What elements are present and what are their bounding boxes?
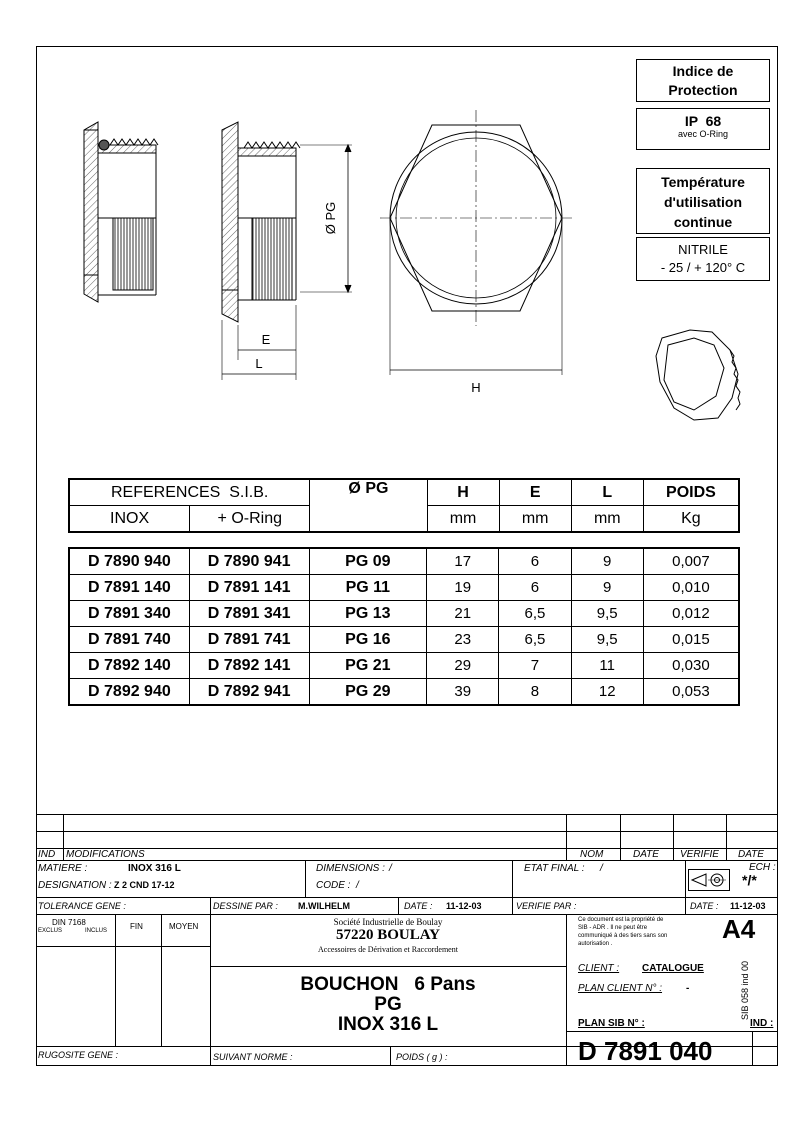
cell-inox: D 7891 140 xyxy=(69,575,189,601)
tb-dimensions-value: / xyxy=(389,863,392,874)
plan-sib-label: PLAN SIB N° : xyxy=(578,1018,645,1029)
tb-date-value: 11-12-03 xyxy=(446,901,482,911)
company-city: 57220 BOULAY xyxy=(335,927,441,943)
temperature-range: - 25 / + 120° C xyxy=(660,260,746,275)
unit-e: mm xyxy=(499,506,571,533)
cell-h: 21 xyxy=(427,601,499,627)
tb-ind: IND xyxy=(38,849,56,860)
cell-l: 11 xyxy=(571,653,643,679)
section-view-plain xyxy=(222,122,352,380)
cell-l: 9,5 xyxy=(571,627,643,653)
cell-pg: PG 21 xyxy=(309,653,427,679)
header-oring: + O-Ring xyxy=(190,506,310,533)
cell-l: 12 xyxy=(571,679,643,706)
tb-code-value: / xyxy=(356,880,359,891)
header-inox: INOX xyxy=(69,506,190,533)
tb-dimensions-label: DIMENSIONS : xyxy=(316,863,385,874)
dim-label-e: E xyxy=(261,332,271,347)
table-row xyxy=(69,679,739,706)
client-label: CLIENT : xyxy=(578,963,620,974)
notice-line2: SIB - ADR . Il ne peut être xyxy=(578,925,648,931)
header-poids-label: POIDS xyxy=(666,483,716,501)
tb-fin: FIN xyxy=(130,922,143,931)
tb-date-label: DATE : xyxy=(404,901,433,911)
unit-l: mm xyxy=(571,506,643,533)
cell-inox: D 7892 940 xyxy=(69,679,189,706)
cell-poids: 0,007 xyxy=(643,548,739,575)
header-pg-label: Ø PG xyxy=(348,480,389,497)
cell-e: 6,5 xyxy=(499,627,571,653)
cell-l: 9 xyxy=(571,548,643,575)
header-e xyxy=(499,479,571,506)
client-value: CATALOGUE xyxy=(642,963,704,974)
table-row xyxy=(69,653,739,679)
notice-line1: Ce document est la propriété de xyxy=(578,917,664,923)
tb-ech-label: ECH : xyxy=(749,862,776,873)
cell-poids: 0,010 xyxy=(643,575,739,601)
ind-label: IND : xyxy=(750,1018,774,1029)
technical-drawing xyxy=(0,0,800,470)
cell-l: 9 xyxy=(571,575,643,601)
tb-dessine-label: DESSINE PAR : xyxy=(213,901,278,911)
tb-date: DATE xyxy=(633,849,659,860)
tb-designation-value: Z 2 CND 17-12 xyxy=(114,880,175,890)
cell-e: 7 xyxy=(499,653,571,679)
tb-date2: DATE xyxy=(738,849,764,860)
cell-poids: 0,015 xyxy=(643,627,739,653)
poids-g: POIDS ( g ) : xyxy=(396,1052,448,1062)
cell-pg: PG 13 xyxy=(309,601,427,627)
format-size: A4 xyxy=(722,914,756,944)
plan-number: D 7891 040 xyxy=(578,1036,713,1066)
tb-verifie: VERIFIE xyxy=(680,849,719,860)
header-pg xyxy=(310,479,427,532)
header-l-label: L xyxy=(602,483,613,501)
tb-matiere-value: INOX 316 L xyxy=(128,863,181,874)
company-name: Société Industrielle de Boulay xyxy=(333,917,443,927)
cell-pg: PG 16 xyxy=(309,627,427,653)
dim-label-h: H xyxy=(471,380,481,395)
tb-moyen: MOYEN xyxy=(169,922,199,931)
header-references: REFERENCES S.I.B. xyxy=(69,479,310,506)
tb-tolerance: TOLERANCE GENE : xyxy=(38,901,126,911)
tb-inclus: INCLUS xyxy=(85,928,108,934)
table-row xyxy=(69,601,739,627)
tb-etat-final-value: / xyxy=(600,863,603,874)
ip-rating: IP 68 xyxy=(684,113,722,129)
title-line3: INOX 316 L xyxy=(337,1014,439,1035)
projection-symbol xyxy=(688,869,730,891)
temperature-line2: d'utilisation xyxy=(664,194,742,210)
cell-poids: 0,012 xyxy=(643,601,739,627)
table-row xyxy=(69,575,739,601)
tb-nom: NOM xyxy=(580,849,604,860)
header-l xyxy=(571,479,643,506)
title-line2: PG xyxy=(374,994,402,1015)
side-reference: SIB 058 ind 00 xyxy=(740,960,750,1020)
header-e-label: E xyxy=(529,483,541,501)
reference-table-body xyxy=(68,547,740,706)
cell-h: 29 xyxy=(427,653,499,679)
title-line1: BOUCHON 6 Pans xyxy=(300,974,476,995)
cell-pg: PG 11 xyxy=(309,575,427,601)
temperature-line3: continue xyxy=(673,214,733,230)
tb-code-label: CODE : xyxy=(316,880,351,891)
dim-label-pg: Ø PG xyxy=(323,201,338,235)
tb-etat-final-label: ETAT FINAL : xyxy=(524,863,585,874)
cell-oring: D 7892 941 xyxy=(189,679,309,706)
cell-inox: D 7890 940 xyxy=(69,548,189,575)
tb-verifie-par: VERIFIE PAR : xyxy=(516,901,577,911)
hexagon-view xyxy=(380,110,572,375)
protection-title-line2: Protection xyxy=(668,82,738,98)
cell-poids: 0,030 xyxy=(643,653,739,679)
suivant-norme: SUIVANT NORME : xyxy=(213,1052,293,1062)
cell-oring: D 7891 741 xyxy=(189,627,309,653)
company-activity: Accessoires de Dérivation et Raccordement xyxy=(318,945,458,954)
header-poids xyxy=(643,479,739,506)
unit-h: mm xyxy=(427,506,499,533)
tb-dessine-value: M.WILHELM xyxy=(298,901,350,911)
plan-client-value: - xyxy=(686,983,690,994)
rugosite: RUGOSITE GENE : xyxy=(38,1050,119,1060)
unit-poids: Kg xyxy=(643,506,739,533)
header-h xyxy=(427,479,499,506)
cell-pg: PG 09 xyxy=(309,548,427,575)
cell-h: 39 xyxy=(427,679,499,706)
cell-h: 23 xyxy=(427,627,499,653)
cell-pg: PG 29 xyxy=(309,679,427,706)
cell-inox: D 7892 140 xyxy=(69,653,189,679)
cell-h: 17 xyxy=(427,548,499,575)
ip-note: avec O-Ring xyxy=(677,129,729,139)
protection-title-line1: Indice de xyxy=(672,63,734,79)
tb-date3-value: 11-12-03 xyxy=(730,901,766,911)
cell-l: 9,5 xyxy=(571,601,643,627)
cell-inox: D 7891 740 xyxy=(69,627,189,653)
tb-date3-label: DATE : xyxy=(690,901,719,911)
table-row xyxy=(69,627,739,653)
isometric-view xyxy=(656,330,740,420)
tb-exclus: EXCLUS xyxy=(38,928,63,934)
reference-table-header xyxy=(68,478,740,533)
dim-label-l: L xyxy=(255,356,263,371)
cell-oring: D 7890 941 xyxy=(189,548,309,575)
cell-e: 8 xyxy=(499,679,571,706)
tb-matiere-label: MATIERE : xyxy=(38,863,88,874)
cell-inox: D 7891 340 xyxy=(69,601,189,627)
header-h-label: H xyxy=(457,483,469,501)
cell-e: 6 xyxy=(499,575,571,601)
temperature-material: NITRILE xyxy=(678,242,728,257)
section-view-oring xyxy=(84,122,158,302)
notice-line3: communiqué à des tiers sans son xyxy=(578,933,668,939)
cell-h: 19 xyxy=(427,575,499,601)
table-row xyxy=(69,548,739,575)
plan-client-label: PLAN CLIENT N° : xyxy=(578,983,663,994)
temperature-line1: Température xyxy=(661,174,745,190)
cell-poids: 0,053 xyxy=(643,679,739,706)
cell-e: 6 xyxy=(499,548,571,575)
tb-modifications: MODIFICATIONS xyxy=(66,849,145,860)
notice-line4: autorisation . xyxy=(578,941,613,947)
cell-oring: D 7892 141 xyxy=(189,653,309,679)
tb-designation-label: DESIGNATION : xyxy=(38,880,112,891)
cell-e: 6,5 xyxy=(499,601,571,627)
tb-ech-value: */* xyxy=(742,872,757,888)
tb-din: DIN 7168 xyxy=(52,918,86,927)
cell-oring: D 7891 141 xyxy=(189,575,309,601)
cell-oring: D 7891 341 xyxy=(189,601,309,627)
